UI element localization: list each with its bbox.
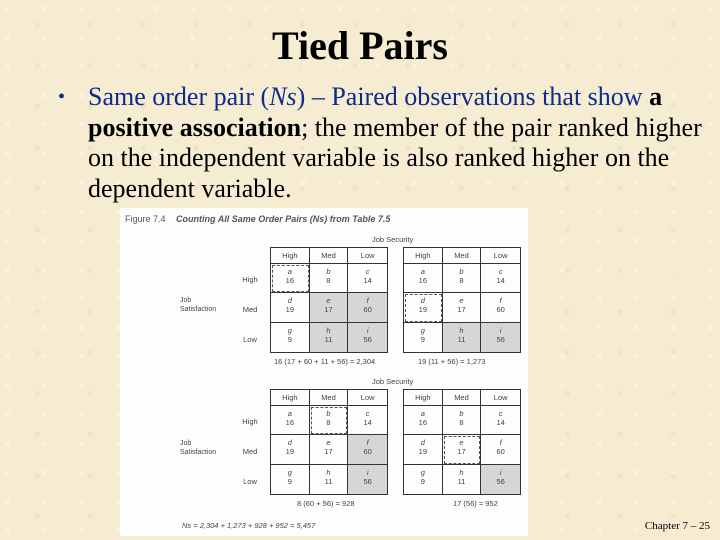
grid-bottom-left (270, 389, 388, 495)
column-header: High (404, 390, 443, 406)
cell-letter: e (326, 296, 331, 306)
top-side-label: Job Satisfaction (180, 297, 217, 313)
cell-letter: g (420, 325, 425, 335)
table-cell (404, 406, 443, 435)
table-cell (481, 435, 520, 464)
cell-letter: g (420, 467, 425, 477)
table-cell (348, 293, 387, 322)
cell-letter: e (459, 296, 464, 306)
table-cell (348, 435, 387, 464)
cell-value: 8 (326, 276, 331, 285)
cell-letter: d (420, 296, 425, 306)
cell-value: 14 (496, 418, 505, 427)
table-cell (443, 264, 482, 293)
table-cell (481, 465, 520, 494)
cell-value: 11 (324, 334, 333, 344)
cell-value: 56 (496, 476, 505, 486)
cell-value: 16 (285, 276, 294, 285)
table-cell (481, 293, 520, 322)
table-cell (271, 323, 310, 352)
grid-top-left (270, 247, 388, 353)
bullet-lead: Same order pair ( (88, 82, 270, 111)
column-header: High (271, 390, 310, 406)
cell-letter: h (459, 325, 464, 335)
bullet-rest: ; the member of the pair ranked higher on the independent variable is also ranked higher on the dependent variable. (88, 112, 702, 203)
column-header: High (271, 248, 310, 264)
cell-value: 60 (496, 305, 505, 315)
cell-letter: a (287, 409, 292, 418)
cell-value: 19 (285, 447, 294, 457)
cell-value: 14 (496, 276, 505, 285)
cell-letter: b (326, 267, 331, 276)
cell-value: 9 (287, 334, 292, 344)
slide-footer: Chapter 7 – 25 (644, 520, 710, 532)
cell-value: 17 (324, 447, 333, 457)
top-column-header: Job Security (372, 235, 414, 244)
figure-image: Figure 7.4 Counting All Same Order Pairs (Ns) from Table 7.5 Job Security Job Security Job Satisfaction Job Satisfaction High Med Low High Med Low High Med Low a 16 b 8 c 14 d 19 e 17 f 60 g 9 h 11 i 56 High Med Low a 16 b 8 c 14 d 19 e 17 f 60 g 9 h 11 i 56 High Med Low a 16 b 8 c 14 d 19 e 17 f 60 g 9 h 11 i 56 High Med Low a 16 b 8 c 14 d 19 e 17 f 60 g 9 h 11 i 56 16 (17 + 60 + 11 + 56) = 2,304 19 (11 + 56) = 1,273 8 (60 + 56) = 928 17 (56) = 952 Ns = 2,304 + 1,273 + 928 + 952 = 5,457 (120, 208, 528, 536)
table-cell (443, 406, 482, 435)
table-cell (271, 293, 310, 322)
cell-value: 14 (363, 418, 372, 427)
cell-value: 60 (496, 447, 505, 457)
cell-value: 9 (420, 334, 425, 344)
cell-value: 56 (363, 334, 372, 344)
bullet-text (56, 82, 706, 204)
cell-letter: e (459, 438, 464, 448)
column-header: Low (348, 390, 387, 406)
table-cell (481, 264, 520, 293)
cell-value: 19 (418, 305, 427, 315)
cell-letter: c (365, 267, 370, 276)
cell-letter: b (459, 267, 464, 276)
table-cell (310, 323, 349, 352)
cell-value: 16 (418, 276, 427, 285)
cell-value: 9 (420, 476, 425, 486)
grid-bottom-right (403, 389, 521, 495)
table-cell (404, 293, 443, 322)
table-cell (310, 435, 349, 464)
bullet-paragraph (56, 82, 706, 204)
cell-value: 9 (287, 476, 292, 486)
figure-title: Counting All Same Order Pairs (Ns) from Table 7.5 (176, 214, 391, 224)
calc-top-right: 19 (11 + 56) = 1,273 (418, 357, 486, 366)
table-cell (443, 293, 482, 322)
cell-letter: d (287, 296, 292, 306)
table-cell (443, 465, 482, 494)
cell-value: 16 (285, 418, 294, 427)
column-header: Med (443, 248, 482, 264)
cell-value: 56 (363, 476, 372, 486)
column-header: Low (481, 390, 520, 406)
table-cell (404, 435, 443, 464)
cell-letter: g (287, 467, 292, 477)
cell-letter: e (326, 438, 331, 448)
column-header: Low (348, 248, 387, 264)
cell-letter: f (366, 438, 369, 448)
cell-value: 17 (324, 305, 333, 315)
table-cell (310, 406, 349, 435)
slide-title: Tied Pairs (272, 23, 448, 68)
cell-letter: b (459, 409, 464, 418)
cell-letter: i (366, 467, 369, 477)
cell-letter: i (499, 325, 502, 335)
total-ns: Ns = 2,304 + 1,273 + 928 + 952 = 5,457 (182, 521, 316, 530)
table-cell (481, 406, 520, 435)
table-cell (348, 406, 387, 435)
column-header: Low (481, 248, 520, 264)
calc-top-left: 16 (17 + 60 + 11 + 56) = 2,304 (274, 357, 376, 366)
cell-letter: i (366, 325, 369, 335)
bullet-icon: • (58, 86, 66, 108)
table-cell (310, 465, 349, 494)
cell-letter: d (287, 438, 292, 448)
cell-letter: h (326, 325, 331, 335)
cell-value: 60 (363, 305, 372, 315)
cell-letter: f (366, 296, 369, 306)
table-cell (271, 264, 310, 293)
cell-letter: f (499, 296, 502, 306)
table-cell (404, 323, 443, 352)
table-cell (310, 264, 349, 293)
cell-value: 14 (363, 276, 372, 285)
cell-letter: d (420, 438, 425, 448)
cell-value: 17 (457, 305, 466, 315)
bullet-bold: a positive association (88, 82, 663, 142)
bottom-column-header: Job Security (372, 377, 414, 386)
column-header: Med (310, 248, 349, 264)
cell-value: 16 (418, 418, 427, 427)
grid-top-right (403, 247, 521, 353)
figure-number: Figure 7.4 (125, 214, 166, 224)
table-cell (271, 435, 310, 464)
column-header: High (404, 248, 443, 264)
bottom-side-label: Job Satisfaction (180, 440, 217, 456)
calc-bottom-left: 8 (60 + 56) = 928 (297, 499, 355, 508)
table-cell (404, 264, 443, 293)
table-cell (310, 293, 349, 322)
cell-letter: a (287, 267, 292, 276)
cell-letter: g (287, 325, 292, 335)
cell-value: 8 (326, 418, 331, 427)
calc-bottom-right: 17 (56) = 952 (453, 499, 498, 508)
table-cell (271, 406, 310, 435)
cell-letter: h (459, 467, 464, 477)
cell-value: 17 (457, 447, 466, 457)
column-header: Med (310, 390, 349, 406)
bullet-ns: Ns (269, 82, 297, 111)
cell-letter: f (499, 438, 502, 448)
cell-value: 56 (496, 334, 505, 344)
table-cell (348, 465, 387, 494)
cell-value: 8 (459, 418, 464, 427)
cell-value: 8 (459, 276, 464, 285)
figure-caption (125, 214, 390, 224)
bullet-after-ns: ) – Paired observations that show (296, 82, 650, 111)
cell-value: 11 (324, 476, 333, 486)
table-cell (348, 323, 387, 352)
table-cell (481, 323, 520, 352)
table-cell (443, 435, 482, 464)
table-cell (348, 264, 387, 293)
cell-letter: c (365, 409, 370, 418)
table-cell (404, 465, 443, 494)
cell-letter: b (326, 409, 331, 418)
cell-value: 19 (285, 305, 294, 315)
cell-letter: i (499, 467, 502, 477)
cell-value: 11 (457, 476, 466, 486)
cell-letter: h (326, 467, 331, 477)
cell-letter: a (420, 409, 425, 418)
cell-letter: c (498, 409, 503, 418)
cell-value: 60 (363, 447, 372, 457)
cell-value: 11 (457, 334, 466, 344)
cell-letter: c (498, 267, 503, 276)
cell-value: 19 (418, 447, 427, 457)
table-cell (271, 465, 310, 494)
cell-letter: a (420, 267, 425, 276)
table-cell (443, 323, 482, 352)
column-header: Med (443, 390, 482, 406)
